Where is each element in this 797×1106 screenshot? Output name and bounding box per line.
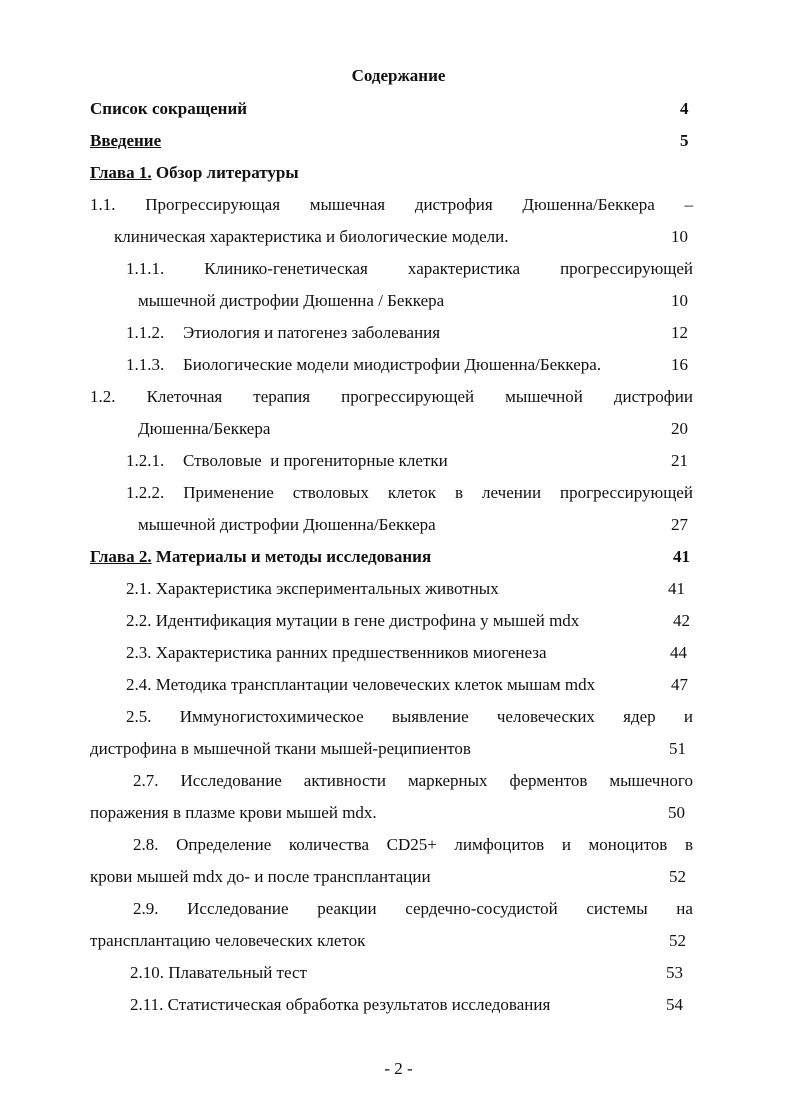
toc-2-3-label: 2.3. Характеристика ранних предшественников миогенеза bbox=[126, 643, 547, 662]
toc-2-10-label: 2.10. Плавательный тест bbox=[130, 963, 307, 982]
toc-1-2-1-label: Стволовые и прогениторные клетки bbox=[183, 451, 448, 470]
toc-1-2-2-line1 bbox=[126, 482, 693, 504]
toc-1-1-1-line2: мышечной дистрофии Дюшенна / Беккера bbox=[138, 291, 445, 310]
word: терапия bbox=[253, 387, 311, 406]
toc-2-1-page: 41 bbox=[668, 579, 685, 598]
word: прогрессирующей bbox=[341, 387, 475, 406]
word: прогрессирующей bbox=[560, 259, 693, 278]
word: прогрессирующей bbox=[560, 483, 693, 502]
toc-1-1-line1 bbox=[90, 194, 693, 216]
word: Исследование bbox=[180, 771, 282, 790]
word: 1.2. bbox=[90, 387, 116, 406]
word: мышечного bbox=[609, 771, 693, 790]
word: 2.5. bbox=[126, 707, 152, 726]
toc-1-2-2-line2: мышечной дистрофии Дюшенна/Беккера bbox=[138, 515, 436, 534]
toc-2-5-page: 51 bbox=[669, 739, 686, 758]
word: 2.8. bbox=[133, 835, 159, 854]
word: дистрофия bbox=[414, 195, 493, 214]
word: мышечной bbox=[505, 387, 583, 406]
toc-2-7-line1 bbox=[133, 770, 693, 792]
word: реакции bbox=[317, 899, 377, 918]
toc-1-2-1-num: 1.2.1. bbox=[126, 451, 165, 470]
toc-2-5-line1 bbox=[126, 706, 693, 728]
toc-2-9-line2: трансплантацию человеческих клеток bbox=[90, 931, 366, 950]
word: количества bbox=[288, 835, 369, 854]
word: моноцитов bbox=[588, 835, 668, 854]
chapter-1-prefix: Глава 1. bbox=[90, 163, 152, 182]
chapter-1-title: Обзор литературы bbox=[151, 163, 299, 182]
toc-2-8-line2: крови мышей mdx до- и после трансплантации bbox=[90, 867, 431, 886]
toc-2-2-page: 42 bbox=[673, 611, 690, 630]
toc-intro-label: Введение bbox=[90, 131, 162, 150]
word: Определение bbox=[176, 835, 272, 854]
toc-2-8-line1 bbox=[133, 834, 693, 856]
word: Прогрессирующая bbox=[145, 195, 281, 214]
toc-1-1-3-page: 16 bbox=[671, 355, 688, 374]
toc-2-7-line2: поражения в плазме крови мышей mdx. bbox=[90, 803, 377, 822]
word: в bbox=[455, 483, 464, 502]
toc-2-8-page: 52 bbox=[669, 867, 686, 886]
word: лечении bbox=[482, 483, 542, 502]
toc-1-1-2-num: 1.1.2. bbox=[126, 323, 165, 342]
toc-2-11-label: 2.11. Статистическая обработка результатов исследования bbox=[130, 995, 551, 1014]
toc-1-2-line2: Дюшенна/Беккера bbox=[138, 419, 271, 438]
toc-2-2-label: 2.2. Идентификация мутации в гене дистрофина у мышей mdx bbox=[126, 611, 580, 630]
toc-2-7-page: 50 bbox=[668, 803, 685, 822]
word: дистрофии bbox=[613, 387, 693, 406]
word: CD25+ bbox=[386, 835, 437, 854]
word: сердечно-сосудистой bbox=[405, 899, 558, 918]
toc-1-1-2-label: Этиология и патогенез заболевания bbox=[183, 323, 441, 342]
word: 2.7. bbox=[133, 771, 159, 790]
toc-1-2-1-page: 21 bbox=[671, 451, 688, 470]
toc-chapter-2 bbox=[90, 546, 431, 568]
toc-1-1-1-line1 bbox=[126, 258, 693, 280]
word: Иммуногистохимическое bbox=[179, 707, 364, 726]
toc-2-10-page: 53 bbox=[666, 963, 683, 982]
toc-1-1-page: 10 bbox=[671, 227, 688, 246]
toc-intro-page: 5 bbox=[680, 131, 689, 150]
page-number: - 2 - bbox=[384, 1059, 413, 1078]
word: характеристика bbox=[407, 259, 521, 278]
word: Дюшенна/Беккера bbox=[522, 195, 655, 214]
word: человеческих bbox=[496, 707, 595, 726]
toc-2-3-page: 44 bbox=[670, 643, 687, 662]
toc-abbrev-label: Список сокращений bbox=[90, 99, 248, 118]
toc-1-1-3-num: 1.1.3. bbox=[126, 355, 165, 374]
word: на bbox=[676, 899, 693, 918]
word: Клинико-генетическая bbox=[204, 259, 368, 278]
chapter-2-title: Материалы и методы исследования bbox=[151, 547, 432, 566]
toc-1-2-line1 bbox=[90, 386, 693, 408]
word: активности bbox=[303, 771, 387, 790]
word: и bbox=[561, 835, 571, 854]
toc-2-11-page: 54 bbox=[666, 995, 683, 1014]
toc-2-4-page: 47 bbox=[671, 675, 688, 694]
toc-1-2-page: 20 bbox=[671, 419, 688, 438]
toc-2-1-label: 2.1. Характеристика экспериментальных животных bbox=[126, 579, 499, 598]
toc-1-1-2-page: 12 bbox=[671, 323, 688, 342]
toc-1-1-line2: клиническая характеристика и биологические модели. bbox=[114, 227, 509, 246]
toc-1-2-2-page: 27 bbox=[671, 515, 688, 534]
toc-2-9-page: 52 bbox=[669, 931, 686, 950]
toc-2-4-label: 2.4. Методика трансплантации человеческих клеток мышам mdx bbox=[126, 675, 596, 694]
word: лимфоцитов bbox=[454, 835, 545, 854]
word: 1.2.2. bbox=[126, 483, 165, 502]
word: системы bbox=[586, 899, 648, 918]
word: стволовых bbox=[292, 483, 369, 502]
word: Клеточная bbox=[146, 387, 223, 406]
chapter-2-prefix: Глава 2. bbox=[90, 547, 152, 566]
word: в bbox=[684, 835, 693, 854]
toc-abbrev-page: 4 bbox=[680, 99, 689, 118]
toc-chapter-2-page: 41 bbox=[673, 547, 690, 566]
word: ядер bbox=[623, 707, 656, 726]
word: 1.1. bbox=[90, 195, 116, 214]
word: клеток bbox=[387, 483, 437, 502]
word: и bbox=[683, 707, 693, 726]
word: маркерных bbox=[407, 771, 488, 790]
word: Исследование bbox=[187, 899, 289, 918]
word: выявление bbox=[391, 707, 469, 726]
toc-1-1-3-label: Биологические модели миодистрофии Дюшенна/Беккера. bbox=[183, 355, 602, 374]
word: – bbox=[684, 195, 693, 214]
word: 1.1.1. bbox=[126, 259, 165, 278]
toc-2-5-line2: дистрофина в мышечной ткани мышей-реципиентов bbox=[90, 739, 471, 758]
word: Применение bbox=[183, 483, 274, 502]
page-title: Содержание bbox=[351, 66, 446, 85]
word: мышечная bbox=[309, 195, 386, 214]
word: ферментов bbox=[509, 771, 588, 790]
toc-2-9-line1 bbox=[133, 898, 693, 920]
toc-chapter-1 bbox=[90, 162, 299, 184]
toc-1-1-1-page: 10 bbox=[671, 291, 688, 310]
word: 2.9. bbox=[133, 899, 159, 918]
